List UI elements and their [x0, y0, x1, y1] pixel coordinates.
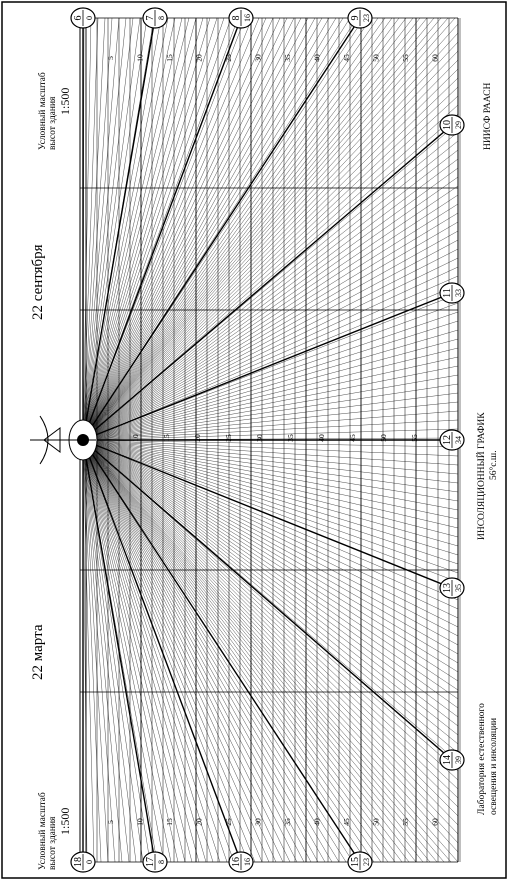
fine-ray: [83, 440, 458, 843]
fine-ray: [83, 440, 458, 627]
center-tick-label: 55: [410, 434, 419, 442]
fine-ray: [83, 249, 458, 440]
fine-ray: [83, 440, 388, 862]
fine-ray: [83, 440, 458, 663]
top-tick-label: 15: [165, 54, 174, 62]
bottom-tick-label: 10: [135, 818, 145, 826]
fine-ray: [83, 393, 458, 440]
bottom-tick-label: 60: [430, 818, 440, 826]
hour-number: 11: [442, 288, 453, 298]
hour-minutes: 8: [157, 16, 166, 20]
hour-minutes: 39: [454, 756, 463, 764]
fine-ray: [83, 440, 108, 862]
hour-minutes: 8: [157, 860, 166, 864]
fine-ray: [83, 440, 150, 862]
fine-ray: [83, 440, 94, 862]
hour-number: 15: [350, 857, 361, 867]
fine-ray: [83, 285, 458, 440]
hour-mark: [71, 8, 95, 28]
hour-mark: [348, 852, 372, 872]
hour-number: 17: [145, 857, 156, 867]
fine-ray: [83, 440, 458, 789]
center-tick-label: 50: [379, 434, 388, 442]
laboratory-line-2: освещения и инсоляции: [489, 717, 499, 815]
fine-ray: [83, 204, 458, 440]
fine-ray: [83, 440, 367, 862]
fine-ray: [83, 440, 458, 573]
fine-ray: [83, 440, 458, 780]
fine-ray: [83, 240, 458, 440]
fine-ray: [83, 15, 210, 440]
hour-ray: [83, 15, 242, 440]
hour-minutes: 33: [454, 289, 463, 297]
hour-number: 7: [145, 15, 156, 21]
fine-ray: [83, 440, 458, 654]
fine-ray: [83, 78, 458, 440]
hour-number: 18: [73, 857, 84, 867]
fine-ray: [83, 440, 458, 798]
laboratory-line-1: Лаборатория естественного: [477, 703, 487, 815]
fine-ray: [83, 366, 458, 440]
top-tick-label: 35: [283, 54, 292, 62]
fine-ray: [83, 15, 329, 440]
fine-ray: [83, 440, 458, 852]
center-tick-label: 20: [193, 434, 202, 442]
fine-ray: [83, 440, 374, 862]
hour-number: 13: [442, 583, 453, 593]
bottom-tick-label: 55: [401, 818, 410, 826]
hour-ray: [83, 440, 452, 760]
top-tick-label: 10: [135, 54, 145, 62]
hour-mark: [348, 8, 372, 28]
hour-mark: [229, 852, 253, 872]
fine-ray: [83, 18, 147, 440]
fine-ray: [83, 15, 294, 440]
hour-mark: [143, 852, 167, 872]
hour-ray: [83, 440, 360, 862]
hour-minutes: 29: [454, 121, 463, 129]
scale-value-left: 1:500: [58, 807, 72, 835]
fine-ray: [83, 96, 458, 440]
latitude-label: 56°с.ш.: [489, 450, 499, 480]
scale-note-left-2: высот здания: [48, 816, 58, 870]
bottom-tick-label: 5: [106, 820, 115, 824]
center-tick-label: 40: [317, 434, 326, 442]
fine-ray: [83, 440, 136, 862]
hour-mark: [440, 578, 464, 598]
scale-note-right-2: высот здания: [48, 96, 58, 150]
hour-minutes: 0: [85, 16, 94, 20]
fine-ray: [83, 440, 262, 862]
hour-number: 10: [442, 120, 453, 130]
fine-ray: [83, 15, 196, 440]
hour-minutes: 35: [454, 584, 463, 592]
fine-ray: [83, 15, 259, 440]
fine-ray: [83, 440, 318, 862]
hour-minutes: 34: [454, 436, 463, 444]
hour-number: 14: [442, 755, 453, 765]
hour-minutes: 0: [85, 860, 94, 864]
bottom-tick-label: 30: [253, 818, 263, 826]
fine-ray: [83, 440, 458, 645]
fine-ray: [83, 15, 392, 440]
top-tick-label: 60: [430, 54, 440, 62]
top-tick-label: 50: [371, 54, 381, 62]
hour-minutes: 16: [243, 858, 252, 866]
hour-mark: [440, 283, 464, 303]
fine-ray: [83, 15, 336, 440]
scale-value-right: 1:500: [58, 87, 72, 115]
date-left: 22 марта: [30, 624, 46, 680]
fine-ray: [83, 440, 220, 862]
hour-minutes: 23: [362, 858, 371, 866]
hour-mark: [440, 115, 464, 135]
top-tick-label: 30: [253, 54, 263, 62]
fine-ray: [83, 440, 192, 862]
fine-ray: [83, 440, 234, 862]
fine-ray: [83, 440, 458, 474]
bottom-tick-label: 20: [194, 818, 204, 826]
hour-mark: [440, 430, 464, 450]
fine-ray: [83, 440, 409, 862]
hour-number: 6: [73, 15, 84, 21]
hour-mark: [229, 8, 253, 28]
institute-label: НИИСФ РААСН: [483, 82, 493, 150]
fine-ray: [83, 168, 458, 440]
fine-ray: [83, 42, 458, 440]
bottom-tick-label: 40: [312, 818, 322, 826]
center-tick-label: 30: [255, 434, 264, 442]
hour-number: 8: [231, 15, 242, 21]
fine-ray: [83, 15, 315, 440]
hour-number: 9: [350, 15, 361, 21]
fine-ray: [83, 440, 458, 862]
fine-ray: [83, 18, 91, 440]
scale-note-right-1: Условный масштаб: [38, 72, 48, 150]
top-tick-label: 25: [224, 54, 233, 62]
fine-ray: [83, 440, 276, 862]
bottom-tick-label: 35: [283, 818, 292, 826]
fine-ray: [83, 440, 171, 862]
fine-ray: [83, 440, 451, 862]
fine-ray: [83, 440, 458, 816]
fine-ray: [83, 150, 458, 440]
fine-ray: [83, 440, 458, 690]
fine-ray: [83, 440, 458, 483]
fine-ray: [83, 440, 416, 862]
hour-mark: [440, 750, 464, 770]
compass-icon: [30, 416, 97, 464]
fine-ray: [83, 15, 427, 440]
top-tick-label: 45: [342, 54, 351, 62]
hour-number: 16: [231, 857, 242, 867]
hour-mark: [71, 852, 95, 872]
scale-note-left-1: Условный масштаб: [38, 792, 48, 870]
fine-ray: [83, 33, 458, 440]
center-tick-label: 45: [348, 434, 357, 442]
fine-ray: [83, 60, 458, 440]
fine-ray: [83, 440, 444, 862]
fine-ray: [83, 440, 115, 862]
fine-ray: [83, 15, 378, 440]
bottom-tick-label: 25: [224, 818, 233, 826]
fine-ray: [83, 440, 290, 862]
hour-ray: [83, 440, 241, 862]
fine-ray: [83, 15, 350, 440]
fine-ray: [83, 213, 458, 440]
hour-minutes: 16: [243, 14, 252, 22]
fine-ray: [83, 15, 280, 440]
top-tick-label: 5: [106, 56, 115, 60]
top-tick-label: 20: [194, 54, 204, 62]
fine-ray: [83, 15, 224, 440]
date-right: 22 сентября: [30, 244, 46, 320]
fine-ray: [83, 440, 297, 862]
fine-ray: [83, 440, 458, 600]
fine-ray: [83, 15, 308, 440]
fine-ray: [83, 440, 332, 862]
center-tick-label: 10: [131, 434, 140, 442]
top-tick-label: 40: [312, 54, 322, 62]
fine-ray: [83, 440, 339, 862]
fine-ray: [83, 440, 311, 862]
fine-ray: [83, 18, 112, 440]
fine-ray: [83, 15, 434, 440]
fine-ray: [83, 15, 455, 440]
center-tick-label: 35: [286, 434, 295, 442]
fine-ray: [83, 440, 458, 717]
hour-minutes: 23: [362, 14, 371, 22]
fine-ray: [83, 440, 458, 699]
center-tick-label: 25: [224, 434, 233, 442]
fine-ray: [83, 15, 448, 440]
hour-number: 12: [442, 435, 453, 445]
fine-ray: [83, 440, 381, 862]
bottom-tick-label: 15: [165, 818, 174, 826]
fine-ray: [83, 24, 458, 440]
fine-ray: [83, 440, 458, 807]
bottom-tick-label: 45: [342, 818, 351, 826]
bottom-tick-label: 50: [371, 818, 381, 826]
fine-ray: [83, 440, 458, 501]
fine-ray: [83, 15, 266, 440]
chart-title: ИНСОЛЯЦИОННЫЙ ГРАФИК: [477, 412, 487, 540]
fine-ray: [83, 440, 458, 726]
fine-ray: [83, 87, 458, 440]
hour-mark: [143, 8, 167, 28]
center-tick-label: 15: [162, 434, 171, 442]
top-tick-label: 55: [401, 54, 410, 62]
fine-ray: [83, 440, 458, 753]
